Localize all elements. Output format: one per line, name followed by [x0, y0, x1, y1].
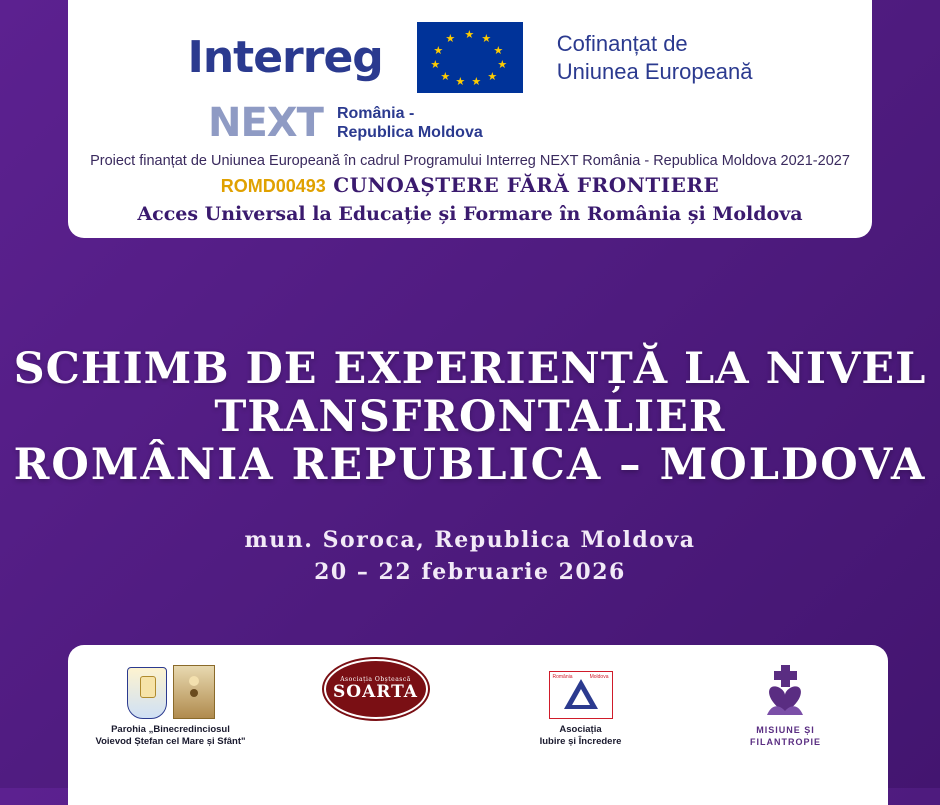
partner-name-line-2: Iubire și Încredere	[539, 735, 622, 747]
triangle-tag-left: România	[552, 674, 573, 680]
partner-logo-text-line-2: FILANTROPIE	[750, 736, 821, 747]
next-logo-row	[208, 100, 850, 146]
eu-cofinance-text	[557, 30, 753, 85]
project-subtitle: Acces Universal la Educație și Formare în România și Moldova	[137, 203, 803, 225]
soarta-logo-icon	[281, 663, 471, 719]
eu-cofinance-line-2: Uniunea Europeană	[556, 58, 753, 84]
heart-hand-icon	[754, 663, 818, 719]
project-title-row	[90, 173, 850, 197]
triangle-logo-icon	[486, 663, 676, 719]
logo-row	[90, 22, 850, 93]
partner-iubire-incredere	[486, 663, 676, 748]
headline-line-2: TRANSFRONTALIER	[214, 392, 726, 443]
oval-badge-icon	[324, 659, 428, 719]
project-code: ROMD00493	[220, 176, 326, 196]
partner-misiune-filantropie	[691, 663, 881, 748]
event-details	[0, 525, 940, 589]
partners-card	[68, 645, 888, 805]
triangle-inner-icon	[572, 689, 590, 705]
interreg-logo: Interreg	[187, 31, 383, 83]
event-headline	[0, 345, 940, 489]
soarta-main-text: SOARTA	[332, 681, 418, 702]
partner-name	[486, 724, 676, 748]
next-subtitle-line-1: România -	[336, 104, 415, 122]
partner-name-line-1: Parohia „Binecredinciosul	[111, 724, 230, 735]
eu-flag-icon: ★ ★ ★ ★ ★ ★ ★ ★ ★ ★ ★	[417, 22, 523, 93]
partner-parish	[76, 663, 266, 748]
headline-line-3: ROMÂNIA REPUBLICA – MOLDOVA	[13, 440, 927, 491]
partner-name	[76, 724, 266, 748]
header-card	[68, 0, 872, 238]
event-dates: 20 – 22 februarie 2026	[314, 558, 626, 585]
next-subtitle	[337, 104, 483, 142]
heart-hand-logo	[691, 663, 881, 719]
triangle-tag-right: Moldova	[589, 674, 609, 680]
partner-soarta	[281, 663, 471, 719]
parish-crest-icon	[76, 663, 266, 719]
partner-name-line-1: Asociația	[559, 724, 602, 735]
triangle-emblem-icon	[549, 671, 613, 719]
project-title: CUNOAȘTERE FĂRĂ FRONTIERE	[333, 173, 720, 197]
coat-of-arms-icon	[127, 667, 167, 719]
next-logo: NEXT	[208, 100, 323, 146]
soarta-top-text: Asociația Obștească	[340, 675, 411, 683]
partner-logo-text-line-1: MISIUNE ȘI	[756, 725, 815, 735]
headline-line-1: SCHIMB DE EXPERIENȚĂ LA NIVEL	[13, 344, 927, 394]
eu-cofinance-line-1: Cofinanțat de	[556, 31, 688, 56]
heart-hand-svg	[754, 663, 818, 719]
event-location: mun. Soroca, Republica Moldova	[244, 527, 696, 553]
saint-icon	[173, 665, 215, 719]
partner-name-line-2: Voievod Ștefan cel Mare și Sfânt"	[95, 735, 246, 747]
partner-name	[691, 725, 881, 748]
funding-statement: Proiect finanțat de Uniunea Europeană în cadrul Programului Interreg NEXT România - Republica Moldova 2021-2027	[90, 153, 850, 169]
next-subtitle-line-2: Republica Moldova	[336, 124, 483, 141]
